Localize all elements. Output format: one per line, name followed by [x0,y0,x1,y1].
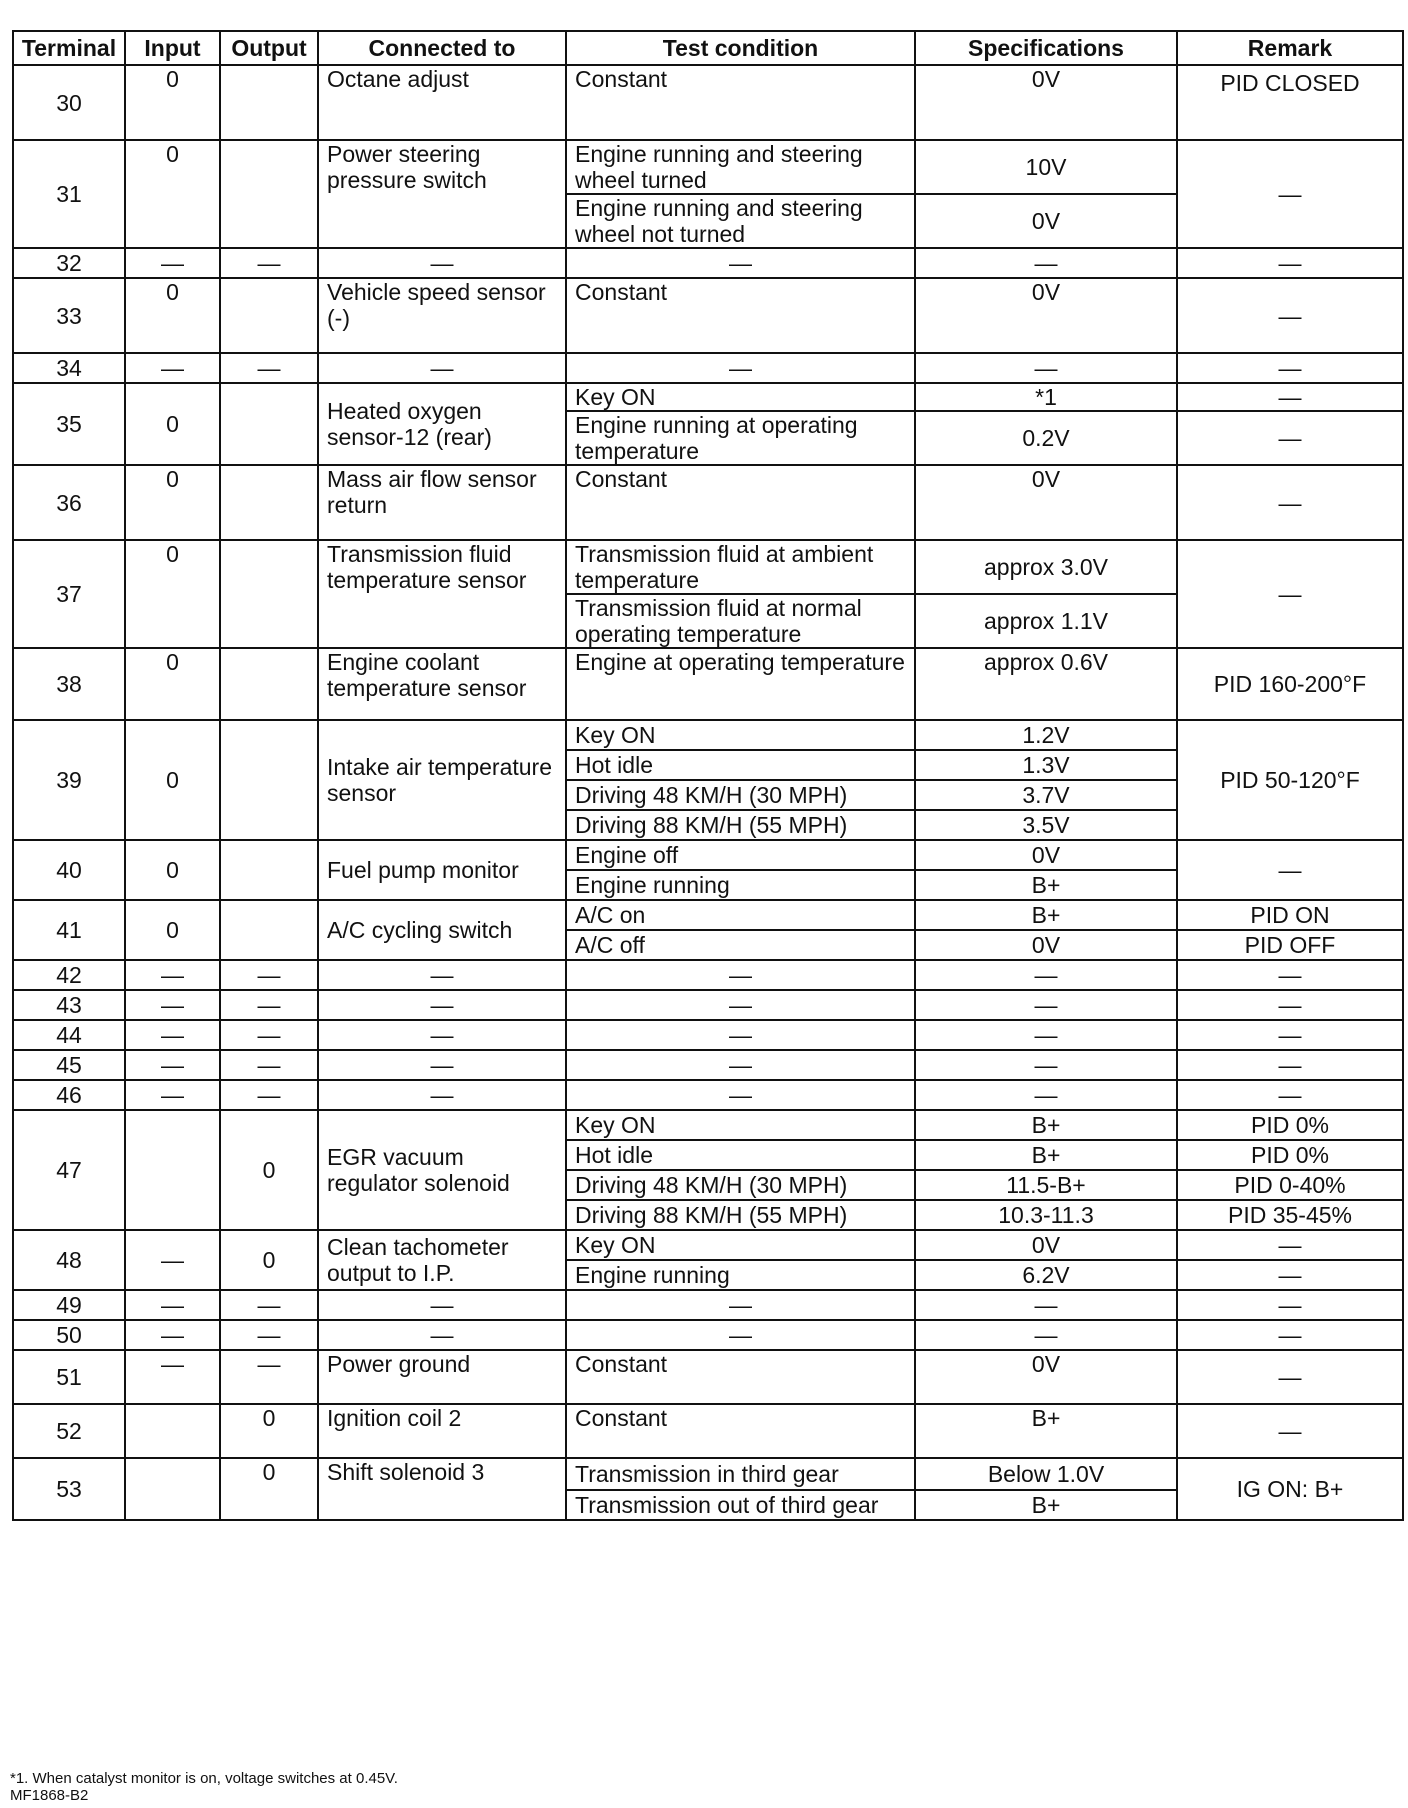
test-condition-cell: — [566,1320,915,1350]
table-row [13,1320,1403,1350]
table-row [13,1110,1403,1140]
remark-cell: — [1177,278,1403,353]
remark-cell: — [1177,1020,1403,1050]
connected-to-cell: — [318,1290,566,1320]
output-cell [220,65,318,140]
table-body [13,65,1403,1520]
input-cell: — [125,1350,220,1404]
table-row [13,1290,1403,1320]
specification-cell: B+ [915,870,1177,900]
test-condition-cell: Engine running and steering wheel turned [566,140,915,194]
remark-cell: — [1177,1050,1403,1080]
test-condition-cell: A/C off [566,930,915,960]
connected-to-cell: — [318,1320,566,1350]
specification-cell: — [915,1020,1177,1050]
output-cell: — [220,1320,318,1350]
table-row [13,353,1403,383]
table-row [13,900,1403,930]
test-condition-cell: — [566,1080,915,1110]
remark-cell: PID 0-40% [1177,1170,1403,1200]
specification-cell: 0.2V [915,411,1177,465]
terminal-cell: 31 [13,140,125,248]
footnote: *1. When catalyst monitor is on, voltage switches at 0.45V. [10,1770,398,1787]
test-condition-cell: Engine running [566,1260,915,1290]
specification-cell: 3.7V [915,780,1177,810]
test-condition-cell: Key ON [566,383,915,411]
specification-cell: 0V [915,465,1177,540]
input-cell [125,1110,220,1230]
specification-cell: 3.5V [915,810,1177,840]
remark-cell: PID 0% [1177,1110,1403,1140]
specification-cell: 10.3-11.3 [915,1200,1177,1230]
input-cell [125,1458,220,1520]
remark-cell: PID 35-45% [1177,1200,1403,1230]
remark-cell: — [1177,1230,1403,1260]
terminal-cell: 53 [13,1458,125,1520]
remark-cell: — [1177,1260,1403,1290]
header-row [13,31,1403,65]
output-cell [220,648,318,720]
table-row [13,1404,1403,1458]
test-condition-cell: Transmission fluid at normal operating temperature [566,594,915,648]
remark-cell: — [1177,248,1403,278]
test-condition-cell: — [566,353,915,383]
terminal-cell: 49 [13,1290,125,1320]
terminal-cell: 48 [13,1230,125,1290]
header-terminal: Terminal [13,31,125,65]
output-cell: 0 [220,1110,318,1230]
test-condition-cell: Constant [566,65,915,140]
connected-to-cell: Ignition coil 2 [318,1404,566,1458]
specification-cell: 0V [915,194,1177,248]
test-condition-cell: — [566,1050,915,1080]
remark-cell: — [1177,1080,1403,1110]
remark-cell: — [1177,540,1403,648]
output-cell [220,278,318,353]
input-cell: — [125,1020,220,1050]
connected-to-cell: — [318,1020,566,1050]
test-condition-cell: Transmission out of third gear [566,1490,915,1520]
input-cell: — [125,1230,220,1290]
specification-cell: — [915,960,1177,990]
terminal-cell: 51 [13,1350,125,1404]
output-cell [220,465,318,540]
test-condition-cell: Engine at operating temperature [566,648,915,720]
terminal-cell: 45 [13,1050,125,1080]
specification-cell: 10V [915,140,1177,194]
remark-cell: — [1177,465,1403,540]
output-cell: 0 [220,1458,318,1520]
remark-cell: — [1177,840,1403,900]
connected-to-cell: — [318,248,566,278]
test-condition-cell: — [566,990,915,1020]
input-cell: 0 [125,720,220,840]
table-row [13,540,1403,594]
remark-cell: PID OFF [1177,930,1403,960]
test-condition-cell: Driving 48 KM/H (30 MPH) [566,780,915,810]
table-row [13,383,1403,411]
test-condition-cell: Constant [566,278,915,353]
output-cell: — [220,1080,318,1110]
footnote-block [10,1770,398,1804]
output-cell: 0 [220,1230,318,1290]
test-condition-cell: Engine off [566,840,915,870]
connected-to-cell: Power steering pressure switch [318,140,566,248]
terminal-spec-sheet [12,30,1402,1521]
table-row [13,1020,1403,1050]
terminal-cell: 44 [13,1020,125,1050]
terminal-cell: 32 [13,248,125,278]
specification-cell: B+ [915,1490,1177,1520]
input-cell: 0 [125,465,220,540]
test-condition-cell: Hot idle [566,1140,915,1170]
test-condition-cell: Driving 48 KM/H (30 MPH) [566,1170,915,1200]
test-condition-cell: Hot idle [566,750,915,780]
table-row [13,65,1403,140]
test-condition-cell: Engine running [566,870,915,900]
specification-cell: Below 1.0V [915,1458,1177,1490]
test-condition-cell: — [566,1020,915,1050]
terminal-cell: 47 [13,1110,125,1230]
terminal-cell: 37 [13,540,125,648]
specification-cell: B+ [915,900,1177,930]
remark-cell: — [1177,1320,1403,1350]
terminal-cell: 40 [13,840,125,900]
terminal-cell: 43 [13,990,125,1020]
test-condition-cell: Key ON [566,1230,915,1260]
terminal-cell: 38 [13,648,125,720]
connected-to-cell: EGR vacuum regulator solenoid [318,1110,566,1230]
test-condition-cell: — [566,960,915,990]
output-cell [220,383,318,465]
test-condition-cell: Driving 88 KM/H (55 MPH) [566,810,915,840]
output-cell: — [220,1050,318,1080]
remark-cell: — [1177,383,1403,411]
connected-to-cell: — [318,1050,566,1080]
test-condition-cell: Driving 88 KM/H (55 MPH) [566,1200,915,1230]
terminal-cell: 39 [13,720,125,840]
table-row [13,960,1403,990]
terminal-cell: 36 [13,465,125,540]
input-cell: 0 [125,140,220,248]
header-test-condition: Test condition [566,31,915,65]
specification-cell: approx 0.6V [915,648,1177,720]
remark-cell: PID ON [1177,900,1403,930]
connected-to-cell: Intake air temperature sensor [318,720,566,840]
table-row [13,1080,1403,1110]
specification-cell: B+ [915,1404,1177,1458]
remark-cell: — [1177,1290,1403,1320]
input-cell: — [125,1290,220,1320]
test-condition-cell: Key ON [566,1110,915,1140]
input-cell: 0 [125,65,220,140]
terminal-cell: 30 [13,65,125,140]
connected-to-cell: Shift solenoid 3 [318,1458,566,1520]
specification-cell: 0V [915,840,1177,870]
connected-to-cell: — [318,990,566,1020]
test-condition-cell: — [566,248,915,278]
terminal-cell: 50 [13,1320,125,1350]
connected-to-cell: — [318,353,566,383]
input-cell: — [125,1050,220,1080]
table-row [13,1050,1403,1080]
terminal-cell: 46 [13,1080,125,1110]
input-cell: — [125,1320,220,1350]
remark-cell: — [1177,960,1403,990]
test-condition-cell: Constant [566,1404,915,1458]
test-condition-cell: Transmission in third gear [566,1458,915,1490]
header-remark: Remark [1177,31,1403,65]
header-connected-to: Connected to [318,31,566,65]
specification-cell: — [915,1050,1177,1080]
specification-cell: — [915,248,1177,278]
specification-cell: 0V [915,930,1177,960]
output-cell [220,840,318,900]
input-cell: — [125,248,220,278]
output-cell: — [220,353,318,383]
connected-to-cell: Mass air flow sensor return [318,465,566,540]
table-row [13,720,1403,750]
connected-to-cell: Fuel pump monitor [318,840,566,900]
test-condition-cell: Constant [566,465,915,540]
specification-cell: *1 [915,383,1177,411]
specification-cell: — [915,1320,1177,1350]
connected-to-cell: Vehicle speed sensor (-) [318,278,566,353]
remark-cell: — [1177,1404,1403,1458]
test-condition-cell: Transmission fluid at ambient temperature [566,540,915,594]
remark-cell: — [1177,1350,1403,1404]
specification-cell: — [915,1290,1177,1320]
specification-cell: 0V [915,1350,1177,1404]
input-cell: — [125,960,220,990]
input-cell: — [125,353,220,383]
specification-cell: — [915,1080,1177,1110]
specification-cell: B+ [915,1140,1177,1170]
connected-to-cell: Clean tachometer output to I.P. [318,1230,566,1290]
connected-to-cell: Engine coolant temperature sensor [318,648,566,720]
remark-cell: PID CLOSED [1177,65,1403,140]
table-row [13,1350,1403,1404]
input-cell: — [125,1080,220,1110]
header-output: Output [220,31,318,65]
table-row [13,1230,1403,1260]
test-condition-cell: Constant [566,1350,915,1404]
connected-to-cell: Power ground [318,1350,566,1404]
output-cell: — [220,1350,318,1404]
output-cell: — [220,248,318,278]
remark-cell: — [1177,140,1403,248]
input-cell: 0 [125,278,220,353]
remark-cell: — [1177,411,1403,465]
table-row [13,840,1403,870]
remark-cell: — [1177,353,1403,383]
specification-cell: 0V [915,1230,1177,1260]
table-row [13,278,1403,353]
specification-cell: B+ [915,1110,1177,1140]
table-row [13,1458,1403,1490]
input-cell: 0 [125,900,220,960]
table-row [13,248,1403,278]
terminal-cell: 52 [13,1404,125,1458]
input-cell: — [125,990,220,1020]
specification-cell: 0V [915,278,1177,353]
test-condition-cell: Engine running and steering wheel not turned [566,194,915,248]
test-condition-cell: — [566,1290,915,1320]
table-row [13,140,1403,194]
connected-to-cell: Transmission fluid temperature sensor [318,540,566,648]
remark-cell: PID 160-200°F [1177,648,1403,720]
output-cell [220,720,318,840]
terminal-cell: 34 [13,353,125,383]
specification-cell: 0V [915,65,1177,140]
terminal-cell: 41 [13,900,125,960]
output-cell: — [220,990,318,1020]
input-cell: 0 [125,648,220,720]
specification-cell: 6.2V [915,1260,1177,1290]
connected-to-cell: A/C cycling switch [318,900,566,960]
output-cell [220,900,318,960]
connected-to-cell: Octane adjust [318,65,566,140]
terminal-cell: 33 [13,278,125,353]
header-input: Input [125,31,220,65]
terminal-spec-table [12,30,1404,1521]
header-specifications: Specifications [915,31,1177,65]
output-cell [220,140,318,248]
output-cell: 0 [220,1404,318,1458]
terminal-cell: 35 [13,383,125,465]
remark-cell: IG ON: B+ [1177,1458,1403,1520]
specification-cell: approx 3.0V [915,540,1177,594]
table-row [13,990,1403,1020]
specification-cell: 1.2V [915,720,1177,750]
specification-cell: — [915,353,1177,383]
test-condition-cell: Key ON [566,720,915,750]
test-condition-cell: Engine running at operating temperature [566,411,915,465]
remark-cell: PID 50-120°F [1177,720,1403,840]
test-condition-cell: A/C on [566,900,915,930]
table-row [13,648,1403,720]
table-row [13,465,1403,540]
input-cell: 0 [125,840,220,900]
output-cell: — [220,960,318,990]
connected-to-cell: Heated oxygen sensor-12 (rear) [318,383,566,465]
output-cell: — [220,1290,318,1320]
specification-cell: 1.3V [915,750,1177,780]
figure-code: MF1868-B2 [10,1787,89,1804]
input-cell: 0 [125,383,220,465]
output-cell [220,540,318,648]
terminal-cell: 42 [13,960,125,990]
input-cell [125,1404,220,1458]
output-cell: — [220,1020,318,1050]
remark-cell: PID 0% [1177,1140,1403,1170]
input-cell: 0 [125,540,220,648]
specification-cell: approx 1.1V [915,594,1177,648]
specification-cell: 11.5-B+ [915,1170,1177,1200]
remark-cell: — [1177,990,1403,1020]
connected-to-cell: — [318,960,566,990]
specification-cell: — [915,990,1177,1020]
connected-to-cell: — [318,1080,566,1110]
